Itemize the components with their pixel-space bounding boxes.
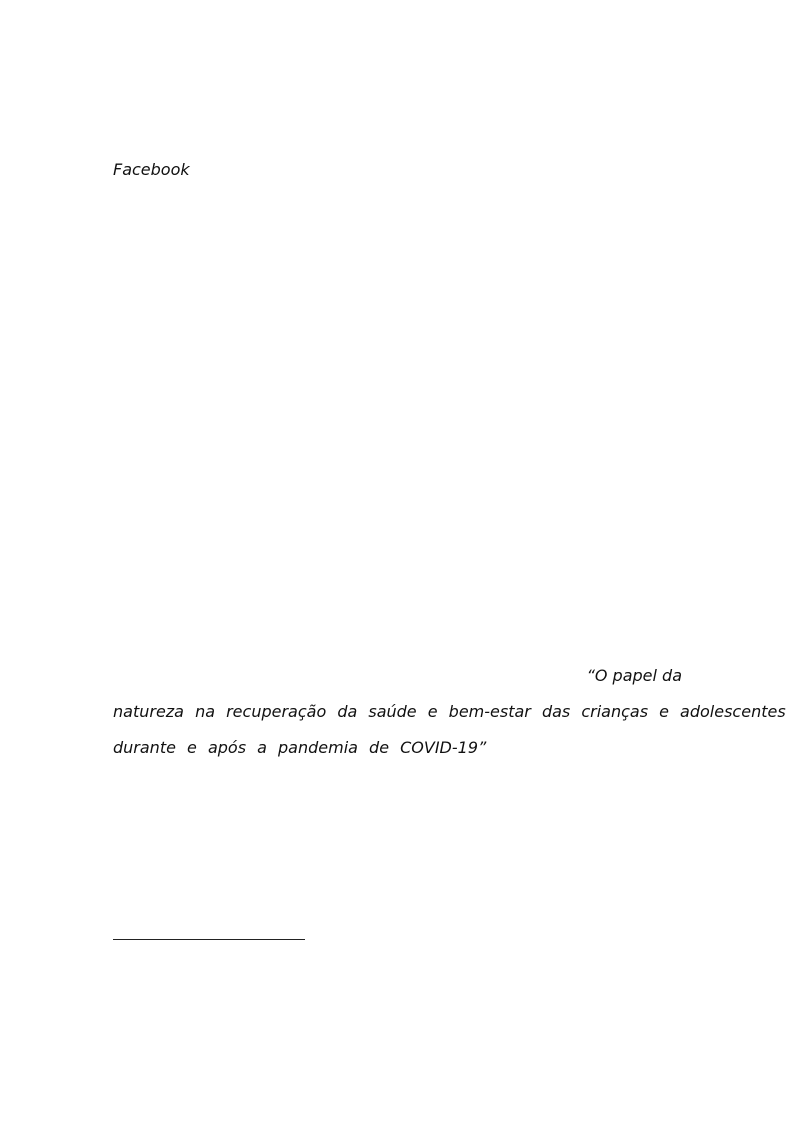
footnote-separator-line (113, 939, 305, 940)
quoted-title-block (113, 658, 786, 766)
quote-line-3: durante e após a pandemia de COVID-19” (113, 738, 487, 757)
top-word-facebook: Facebook (113, 160, 190, 179)
quote-line-2: natureza na recuperação da saúde e bem-estar das crianças e adolescentes (113, 702, 786, 721)
quote-line-1: “O papel da (586, 666, 682, 685)
